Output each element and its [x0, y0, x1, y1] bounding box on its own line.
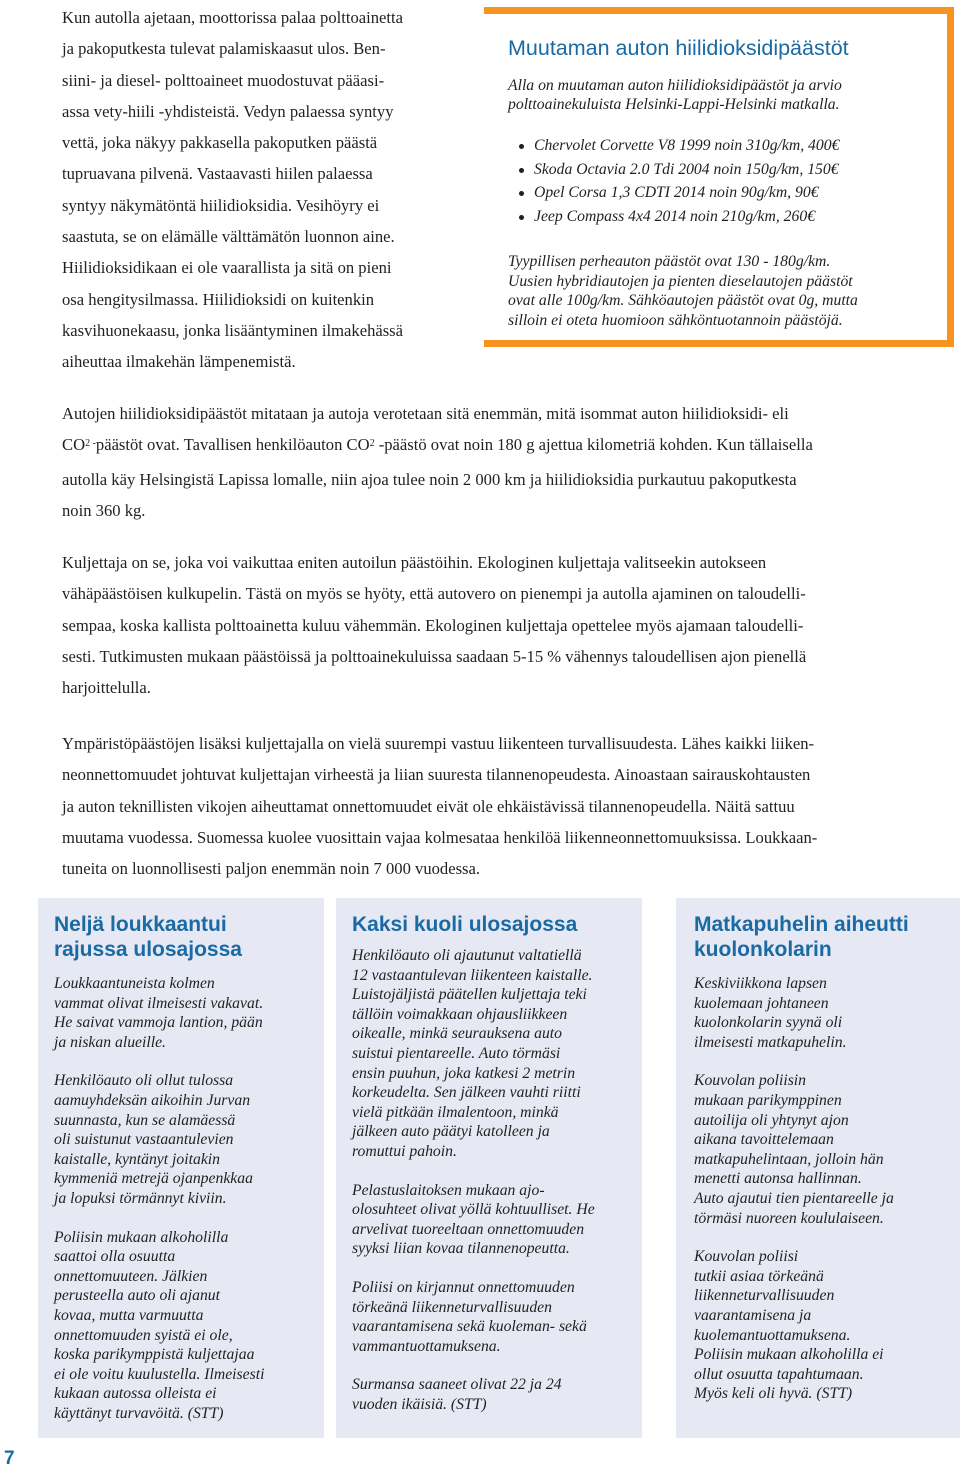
news-box-line: törkeänä liikenneturvallisuuden — [352, 1298, 552, 1316]
news-box-line: tutkii asiaa törkeänä — [694, 1267, 824, 1285]
news-box-line: Henkilöauto oli ajautunut valtatiellä — [352, 947, 582, 964]
news-box-3-title — [694, 912, 909, 962]
driver-paragraph-line: sempaa, koska kallista polttoainetta kuluu vähemmän. Ekologinen kuljettaja opettelee myös ajamaan taloudelli- — [62, 615, 804, 635]
safety-paragraph-line: ja auton teknillisten vikojen aiheuttamat onnettomuudet eivät ole ehkäistävissä tilannenopeudella. Näitä sattuu — [62, 796, 795, 816]
co2-paragraph-line — [62, 429, 813, 463]
intro-line: syntyy näkymätöntä hiilidioksidia. Vesihöyry ei — [62, 195, 380, 215]
news-box-line: matkapuhelintaan, jolloin hän — [694, 1150, 884, 1168]
news-box-line: korkeudelta. Sen jälkeen vauhti riitti — [352, 1084, 581, 1102]
paragraph-gap — [694, 1228, 894, 1247]
driver-paragraph — [62, 547, 806, 703]
co2-paragraph-line: autolla käy Helsingistä Lapissa lomalle, niin ajoa tulee noin 2 000 km ja hiilidioksidia purkautuu pakoputkesta — [62, 469, 797, 489]
intro-line: kasvihuonekaasu, jonka lisääntyminen ilmakehässä — [62, 320, 404, 340]
news-box-line: törmäsi nuoreen koululaiseen. — [694, 1209, 884, 1227]
co2-summary-line: ovat alle 100g/km. Sähköautojen päästöt ovat 0g, mutta — [508, 292, 858, 310]
paragraph-gap — [694, 1052, 894, 1071]
co2-paragraph — [62, 398, 813, 526]
subscript-2: 2 — [369, 438, 375, 450]
news-box-line: käyttänyt turvavöitä. (STT) — [54, 1404, 224, 1422]
news-box-title-line: Kaksi kuoli ulosajossa — [352, 913, 578, 936]
news-box-line: vaarantamisena sekä kuoleman- sekä — [352, 1318, 587, 1336]
driver-paragraph-line: harjoittelulla. — [62, 678, 151, 698]
co2-paragraph-line: Autojen hiilidioksidipäästöt mitataan ja autoja verotetaan sitä enemmän, mitä isommat auton hiilidioksidi- eli — [62, 404, 789, 423]
safety-paragraph — [62, 728, 817, 884]
news-box-line: olosuhteet olivat yöllä kohtuulliset. He — [352, 1201, 595, 1219]
news-box-2-body — [352, 946, 595, 1414]
co2-intro-line: polttoainekuluista Helsinki-Lappi-Helsinki matkalla. — [508, 96, 840, 113]
news-box-title-line: rajussa ulosajossa — [54, 938, 242, 961]
safety-paragraph-line: muutama vuodessa. Suomessa kuolee vuosittain vajaa kolmesataa henkilöä liikenneonnettomuuksissa. Loukkaan- — [62, 827, 818, 847]
car-emission-item: Jeep Compass 4x4 2014 noin 210g/km, 260€ — [534, 205, 839, 229]
news-box-line: vuoden ikäisiä. (STT) — [352, 1395, 487, 1413]
car-emission-item: Chervolet Corvette V8 1999 noin 310g/km, 400€ — [534, 134, 839, 158]
news-box-line: ja niskan alueille. — [54, 1033, 166, 1051]
intro-line: ja pakoputkesta tulevat palamiskaasut ulos. Ben- — [62, 39, 386, 59]
intro-line: aiheuttaa ilmakehän lämpenemistä. — [62, 352, 296, 372]
intro-line: assa vety-hiili -yhdisteistä. Vedyn palaessa syntyy — [62, 101, 394, 121]
news-box-line: Poliisin mukaan alkoholilla — [54, 1228, 229, 1246]
safety-paragraph-line: neonnettomuudet johtuvat kuljettajan virheestä ja liian suuresta tilannenopeudesta. Ainoastaan sairauskohtausten — [62, 765, 811, 785]
intro-line: osa hengitysilmassa. Hiilidioksidi on kuitenkin — [62, 289, 375, 309]
paragraph-gap — [54, 1052, 264, 1071]
news-box-line: tällöin voimakkaan ohjausliikkeen — [352, 1005, 568, 1023]
news-box-line: kuolemaan johtaneen — [694, 994, 829, 1012]
safety-paragraph-line: Ympäristöpäästöjen lisäksi kuljettajalla on vielä suurempi vastuu liikenteen turvallisuudesta. Lähes kaikki liiken- — [62, 734, 815, 753]
intro-line: siini- ja diesel- polttoaineet muodostuvat pääasi- — [62, 70, 385, 90]
news-box-line: vammantuottamuksena. — [352, 1337, 501, 1355]
news-box-line: Henkilöauto oli ollut tulossa — [54, 1072, 234, 1090]
co2-text: päästöt ovat. Tavallisen henkilöauton CO — [95, 435, 370, 455]
co2-intro-line: Alla on muutaman auton hiilidioksidipäästöt ja arvio — [508, 77, 842, 94]
news-box-line: suistui pientareelle. Auto törmäsi — [352, 1044, 561, 1062]
news-box-line: ilmeisesti matkapuhelin. — [694, 1033, 847, 1051]
news-box-line: ja lopuksi törmännyt kiviin. — [54, 1189, 227, 1207]
news-box-line: ensin puuhun, joka katkesi 2 metrin — [352, 1064, 576, 1082]
news-box-line: romuttui pahoin. — [352, 1142, 457, 1160]
news-box-title-line: Matkapuhelin aiheutti — [694, 913, 909, 936]
news-box-line: kuolemantuottamuksena. — [694, 1326, 851, 1344]
news-box-line: menetti autonsa hallinnan. — [694, 1170, 862, 1188]
news-box-2-title — [352, 912, 577, 937]
intro-line: vettä, joka näkyy pakkasella pakoputken päästä — [62, 133, 378, 153]
co2-text: -päästö ovat noin 180 g ajettua kilometriä kohden. Kun tällaisella — [374, 435, 813, 455]
page-number: 7 — [4, 1448, 15, 1469]
driver-paragraph-line: Kuljettaja on se, joka voi vaikuttaa eniten autoilun päästöihin. Ekologinen kuljettaja valitseekin autokseen — [62, 553, 767, 572]
co2-emissions-box — [484, 7, 954, 347]
news-box-line: onnettomuuteen. Jälkien — [54, 1267, 208, 1285]
news-box-line: ollut osuutta tapahtumaan. — [694, 1365, 864, 1383]
news-box-line: Kouvolan poliisi — [694, 1248, 799, 1266]
news-box-line: onnettomuuden syistä ei ole, — [54, 1326, 233, 1344]
co2-summary-line: Uusien hybridiautojen ja pienten dieselautojen päästöt — [508, 272, 853, 290]
car-emission-item: Skoda Octavia 2.0 Tdi 2004 noin 150g/km, 150€ — [534, 158, 839, 182]
news-box-title-line: kuolonkolarin — [694, 938, 832, 961]
news-box-1-body — [54, 974, 264, 1423]
intro-line: tupruavana pilvenä. Vastaavasti hiilen palaessa — [62, 164, 373, 184]
paragraph-gap — [352, 1162, 595, 1181]
news-box-3-body — [694, 974, 894, 1404]
intro-line: saastuta, se on elämälle välttämätön luonnon aine. — [62, 227, 395, 247]
news-box-line: perusteella auto oli ajanut — [54, 1287, 221, 1305]
driver-paragraph-line: sesti. Tutkimusten mukaan päästöissä ja polttoainekuluissa saadaan 5-15 % vähennys taloudellisen ajon pienellä — [62, 646, 807, 666]
news-box-line: Auto ajautui tien pientareelle ja — [694, 1189, 894, 1207]
news-box-line: koska parikymppistä kuljettajaa — [54, 1346, 255, 1364]
co2-text: CO — [62, 435, 86, 455]
news-box-line: kuolonkolarin syynä oli — [694, 1014, 843, 1032]
news-box-title-line: Neljä loukkaantui — [54, 913, 227, 936]
news-box-line: Luistojäljistä päätellen kuljettaja teki — [352, 986, 587, 1004]
news-box-line: liikenneturvallisuuden — [694, 1287, 835, 1305]
news-box-line: ei ole voitu kuulustella. Ilmeisesti — [54, 1365, 265, 1383]
subscript-2: 2 - — [85, 438, 96, 450]
co2-paragraph-line: noin 360 kg. — [62, 500, 146, 520]
news-box-line: autoilija oli yhtynyt ajon — [694, 1111, 849, 1129]
safety-paragraph-line: tuneita on luonnollisesti paljon enemmän noin 7 000 vuodessa. — [62, 859, 481, 879]
news-box-line: Myös keli oli hyvä. (STT) — [694, 1385, 853, 1403]
co2-box-title: Muutaman auton hiilidioksidipäästöt — [508, 36, 849, 60]
intro-line: Hiilidioksidikaan ei ole vaarallista ja sitä on pieni — [62, 258, 392, 278]
news-box-line: jälkeen auto päätyi katolleen ja — [352, 1123, 550, 1141]
news-box-line: aamuyhdeksän aikoihin Jurvan — [54, 1091, 251, 1109]
paragraph-gap — [352, 1259, 595, 1278]
news-box-line: kymmeniä metrejä ojanpenkkaa — [54, 1170, 253, 1188]
news-box-line: Poliisin mukaan alkoholilla ei — [694, 1346, 884, 1364]
news-box-line: kaistalle, kyntänyt joitakin — [54, 1150, 220, 1168]
intro-line: Kun autolla ajetaan, moottorissa palaa polttoainetta — [62, 8, 403, 27]
news-box-line: oikealle, minkä seurauksena auto — [352, 1025, 562, 1043]
news-box-line: Poliisi on kirjannut onnettomuuden — [352, 1278, 575, 1296]
co2-summary-line: Tyypillisen perheauton päästöt ovat 130 - 180g/km. — [508, 253, 831, 270]
news-box-line: arvelivat tuoreeltaan onnettomuuden — [352, 1220, 585, 1238]
driver-paragraph-line: vähäpäästöisen kulkupelin. Tästä on myös se hyöty, että autovero on pienempi ja autolla ajaminen on taloudelli- — [62, 584, 806, 604]
co2-summary-line: silloin ei oteta huomioon sähköntuotannoin päästöjä. — [508, 312, 843, 330]
news-box-line: syyksi liian kovaa tilannenopeutta. — [352, 1240, 570, 1258]
news-box-line: oli suistunut vastaantulevien — [54, 1131, 234, 1149]
car-emissions-list — [534, 134, 839, 228]
news-box-line: mukaan parikymppinen — [694, 1091, 842, 1109]
news-box-line: vaarantamisena ja — [694, 1306, 812, 1324]
news-box-line: He saivat vammoja lantion, pään — [54, 1014, 263, 1032]
news-box-line: Keskiviikkona lapsen — [694, 975, 827, 992]
news-box-line: 12 vastaantulevan liikenteen kaistalle. — [352, 966, 593, 984]
car-emission-item: Opel Corsa 1,3 CDTI 2014 noin 90g/km, 90€ — [534, 181, 839, 205]
news-box-line: aikana tavoittelemaan — [694, 1131, 834, 1149]
news-box-line: Pelastuslaitoksen mukaan ajo- — [352, 1181, 545, 1199]
paragraph-gap — [54, 1209, 264, 1228]
news-box-line: saattoi olla osuutta — [54, 1248, 176, 1266]
news-box-line: kovaa, mutta varmuutta — [54, 1306, 204, 1324]
news-box-line: kukaan autossa olleista ei — [54, 1385, 217, 1403]
news-box-line: Loukkaantuneista kolmen — [54, 975, 215, 992]
paragraph-gap — [352, 1356, 595, 1375]
intro-paragraph — [62, 2, 480, 378]
news-box-line: suunnasta, kun se alamäessä — [54, 1111, 236, 1129]
news-box-line: Surmansa saaneet olivat 22 ja 24 — [352, 1376, 562, 1394]
co2-box-summary — [508, 252, 948, 331]
news-box-line: vielä pitkään ilmalentoon, minkä — [352, 1103, 559, 1121]
co2-box-intro — [508, 76, 948, 114]
news-box-line: vammat olivat ilmeisesti vakavat. — [54, 994, 264, 1012]
news-box-line: Kouvolan poliisin — [694, 1072, 806, 1090]
news-box-1-title — [54, 912, 242, 962]
